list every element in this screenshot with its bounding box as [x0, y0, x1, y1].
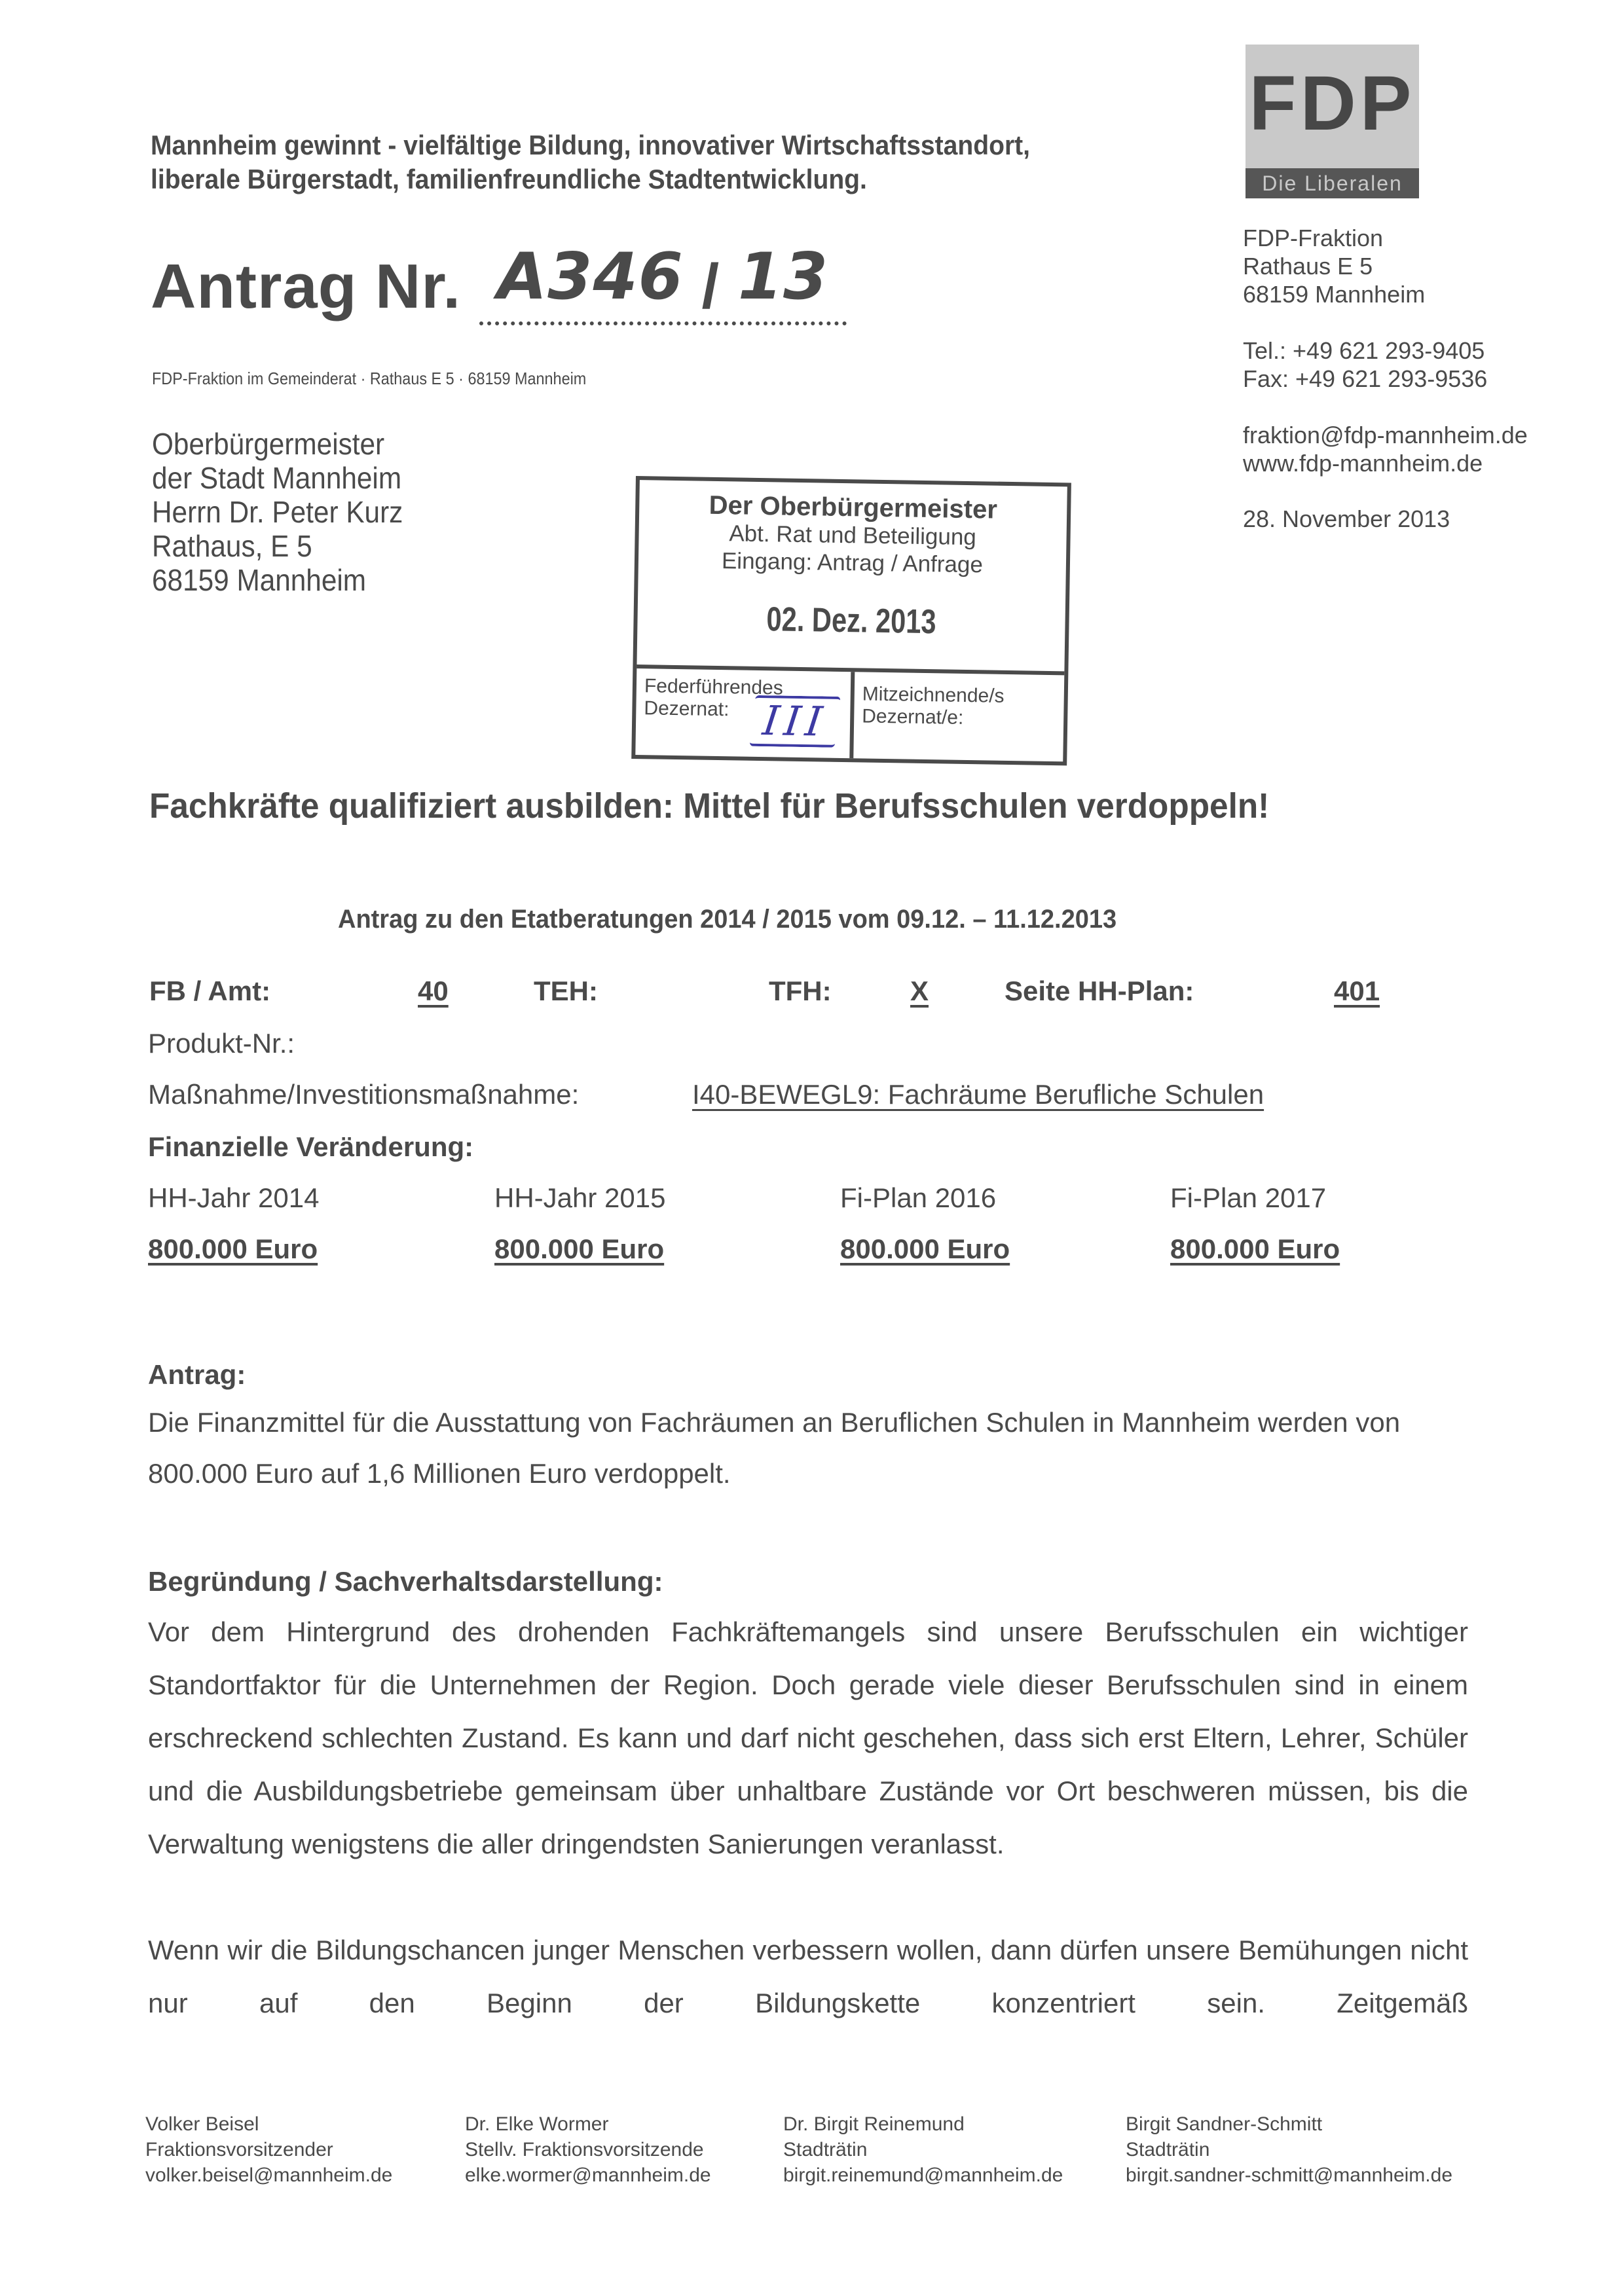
begruendung-heading: Begründung / Sachverhaltsdarstellung:	[148, 1566, 663, 1597]
sender-line: FDP-Fraktion im Gemeinderat · Rathaus E 5 · 68159 Mannheim	[152, 369, 587, 388]
member-name: Dr. Birgit Reinemund	[783, 2113, 965, 2135]
contact-tel: Tel.: +49 621 293-9405	[1243, 337, 1485, 364]
recipient-line: Rathaus, E 5	[152, 529, 312, 563]
recipient-line: der Stadt Mannheim	[152, 461, 402, 495]
recipient-line: Herrn Dr. Peter Kurz	[152, 495, 403, 529]
seite-hh-plan-value: 401	[1334, 975, 1380, 1006]
seite-hh-plan-label: Seite HH-Plan:	[1005, 975, 1194, 1006]
finanzielle-veraenderung-label: Finanzielle Veränderung:	[148, 1131, 474, 1162]
stamp-department: Abt. Rat und Beteiligung	[729, 520, 977, 551]
year-label: HH-Jahr 2014	[148, 1182, 320, 1213]
antrag-heading: Antrag:	[148, 1359, 246, 1390]
stamp-cell1-line1: Federführendes	[644, 675, 784, 699]
document-title: Fachkräfte qualifiziert ausbilden: Mittel für Berufsschulen verdoppeln!	[149, 786, 1270, 826]
year-amount: 800.000 Euro	[840, 1233, 1010, 1264]
footer-member	[145, 2111, 392, 2188]
member-email[interactable]: birgit.sandner-schmitt@mannheim.de	[1126, 2164, 1452, 2186]
year-label: Fi-Plan 2017	[1170, 1182, 1327, 1213]
year-amount: 800.000 Euro	[1170, 1233, 1340, 1264]
antrag-text: Die Finanzmittel für die Ausstattung von Fachräumen an Beruflichen Schulen in Mannheim werden von 800.000 Euro auf 1,6 Millionen Euro verdoppelt.	[148, 1407, 1401, 1489]
antrag-year-handwritten: 13	[737, 240, 829, 314]
member-name: Birgit Sandner-Schmitt	[1126, 2113, 1323, 2135]
stamp-cell1-line2: Dezernat:	[644, 697, 729, 721]
slogan-line-2: liberale Bürgerstadt, familienfreundliche Stadtentwicklung.	[151, 164, 867, 194]
stamp-date: 02. Dez. 2013	[766, 600, 937, 642]
member-role: Stellv. Fraktionsvorsitzende	[465, 2139, 704, 2160]
recipient-line: 68159 Mannheim	[152, 563, 367, 597]
contact-fax: Fax: +49 621 293-9536	[1243, 365, 1488, 392]
antrag-number-field	[479, 240, 847, 325]
recipient-address	[152, 427, 403, 597]
antrag-number-heading	[151, 240, 847, 323]
year-amount: 800.000 Euro	[148, 1233, 318, 1264]
footer-member	[783, 2111, 1063, 2188]
fb-amt-value: 40	[418, 975, 449, 1006]
letter-date: 28. November 2013	[1243, 505, 1450, 532]
contact-block	[1243, 224, 1528, 477]
stamp-cell2-line1: Mitzeichnende/s	[862, 683, 1005, 707]
tfh-value: X	[910, 975, 929, 1006]
antrag-separator: /	[701, 251, 720, 321]
teh-label: TEH:	[534, 975, 598, 1006]
begruendung-paragraph-2: Wenn wir die Bildungschancen junger Menschen verbessern wollen, dann dürfen unsere Bemühungen nicht nur auf den Beginn der Bildungskette konzentriert sein. Zeitgemäß	[148, 1935, 1468, 2018]
member-name: Dr. Elke Wormer	[465, 2113, 609, 2135]
produkt-nr-label: Produkt-Nr.:	[148, 1028, 295, 1059]
year-label: Fi-Plan 2016	[840, 1182, 997, 1213]
logo-text: FDP	[1249, 60, 1416, 147]
fb-amt-label: FB / Amt:	[149, 975, 271, 1006]
receipt-stamp	[631, 476, 1071, 765]
contact-org: FDP-Fraktion	[1243, 225, 1384, 251]
stamp-column-divider	[849, 672, 855, 758]
member-email[interactable]: volker.beisel@mannheim.de	[145, 2164, 393, 2186]
massnahme-value: I40-BEWEGL9: Fachräume Berufliche Schulen	[692, 1079, 1264, 1110]
stamp-title: Der Oberbürgermeister	[709, 490, 998, 524]
member-email[interactable]: elke.wormer@mannheim.de	[465, 2164, 711, 2186]
antrag-number-handwritten: A346	[497, 240, 684, 314]
member-role: Fraktionsvorsitzender	[145, 2139, 333, 2160]
tfh-label: TFH:	[769, 975, 832, 1006]
document-subtitle: Antrag zu den Etatberatungen 2014 / 2015 vom 09.12. – 11.12.2013	[338, 905, 1117, 934]
stamp-co-signing-department	[862, 683, 1005, 729]
stamp-cell2-line2: Dezernat/e:	[862, 705, 964, 729]
handwritten-dezernat-value: III	[749, 695, 840, 748]
fdp-logo	[1246, 45, 1419, 198]
slogan-line-1: Mannheim gewinnt - vielfältige Bildung, innovativer Wirtschaftsstandort,	[151, 130, 1031, 160]
footer-member	[1126, 2111, 1452, 2188]
year-amount: 800.000 Euro	[494, 1233, 665, 1264]
massnahme-label: Maßnahme/Investitionsmaßnahme:	[148, 1079, 580, 1110]
member-email[interactable]: birgit.reinemund@mannheim.de	[783, 2164, 1063, 2186]
footer-member	[465, 2111, 711, 2188]
antrag-label: Antrag Nr.	[151, 251, 462, 321]
contact-city: 68159 Mannheim	[1243, 281, 1426, 308]
member-name: Volker Beisel	[145, 2113, 259, 2135]
member-role: Stadträtin	[783, 2139, 868, 2160]
recipient-line: Oberbürgermeister	[152, 427, 385, 461]
slogan	[151, 128, 1030, 196]
begruendung-paragraph-1: Vor dem Hintergrund des drohenden Fachkräftemangels sind unsere Berufsschulen ein wichtiger Standortfaktor für die Unternehmen der Region. Doch gerade viele dieser Berufsschulen sind in einem erschreckend schlechten Zustand. Es kann und darf nicht geschehen, dass sich erst Eltern, Lehrer, Schüler und die Ausbildungsbetriebe gemeinsam über unhaltbare Zustände vor Ort beschweren müssen, bis die Verwaltung wenigstens die aller dringendsten Sanierungen veranlasst.	[148, 1616, 1468, 1859]
member-role: Stadträtin	[1126, 2139, 1210, 2160]
logo-subtitle: Die Liberalen	[1246, 168, 1419, 198]
contact-email[interactable]: fraktion@fdp-mannheim.de	[1243, 422, 1528, 448]
contact-web[interactable]: www.fdp-mannheim.de	[1243, 450, 1483, 477]
stamp-type: Eingang: Antrag / Anfrage	[721, 548, 984, 578]
year-label: HH-Jahr 2015	[494, 1182, 666, 1213]
contact-street: Rathaus E 5	[1243, 253, 1373, 280]
